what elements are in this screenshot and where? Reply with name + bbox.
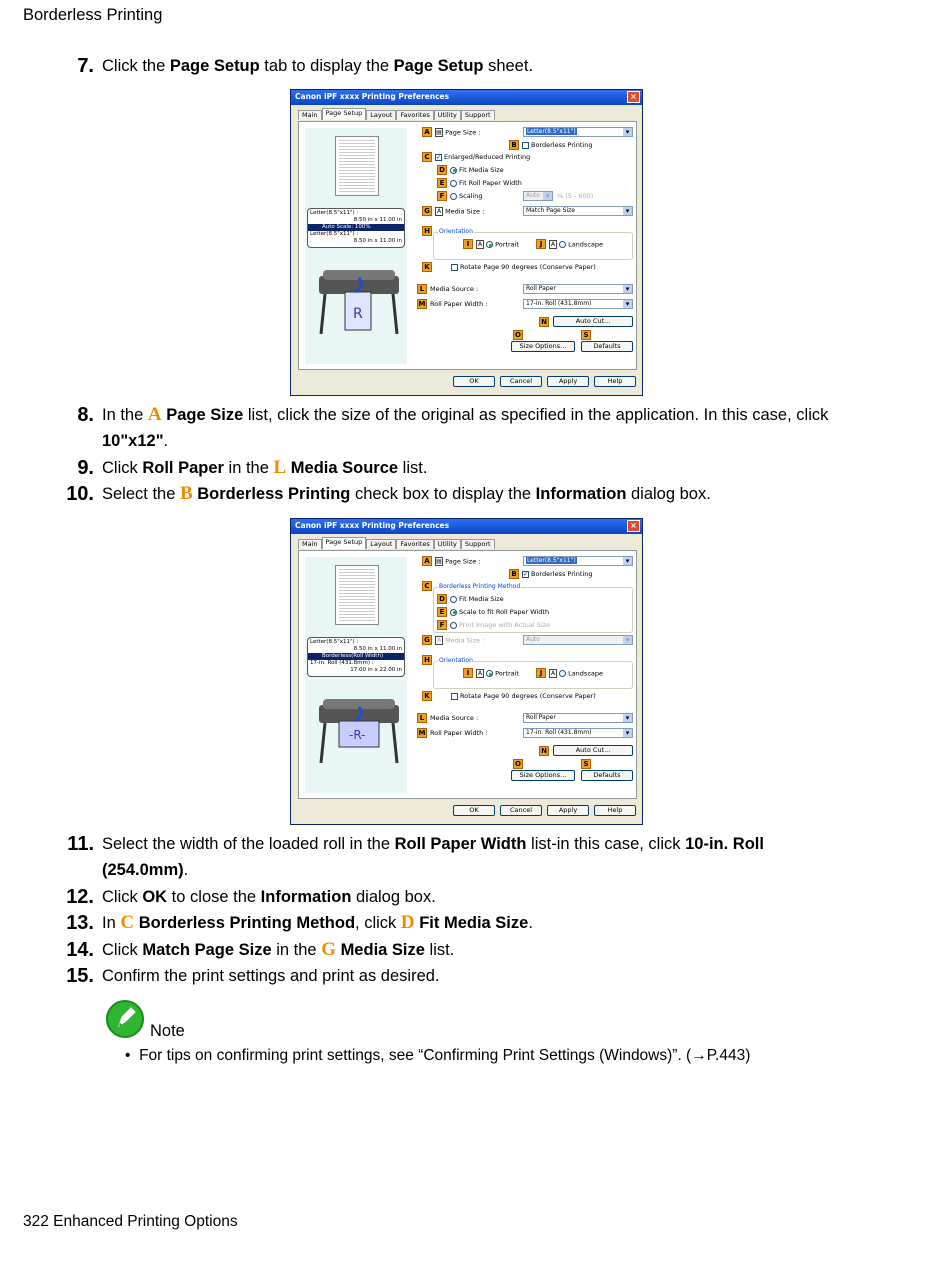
tab-utility[interactable]: Utility xyxy=(434,539,461,549)
ok-button[interactable]: OK xyxy=(453,376,495,387)
apply-button[interactable]: Apply xyxy=(547,376,589,387)
label-f: F xyxy=(437,620,447,630)
label-s: S xyxy=(581,759,591,769)
apply-button[interactable]: Apply xyxy=(547,805,589,816)
roll-width-label: Roll Paper Width : xyxy=(430,729,488,737)
close-icon[interactable]: × xyxy=(627,520,640,532)
label-h: H xyxy=(422,226,432,236)
step-text: Confirm the print settings and print as desired. xyxy=(102,967,440,985)
step-number: 7. xyxy=(77,55,94,77)
label-f: F xyxy=(437,191,447,201)
defaults-button[interactable]: Defaults xyxy=(581,341,633,352)
landscape-radio[interactable]: A Landscape xyxy=(550,669,603,678)
media-size-select[interactable]: Match Page Size ▾ xyxy=(523,206,633,216)
tab-main[interactable]: Main xyxy=(298,110,322,120)
label-a: A xyxy=(422,556,432,566)
auto-cut-button[interactable]: Auto Cut... xyxy=(553,745,633,756)
bullet: • xyxy=(125,1047,131,1064)
help-button[interactable]: Help xyxy=(594,805,636,816)
media-size-label: A Media Size : xyxy=(436,636,485,645)
cancel-button[interactable]: Cancel xyxy=(500,805,542,816)
page-thumbnail xyxy=(335,565,379,625)
step-text: Click OK to close the Information dialog box. xyxy=(102,888,436,906)
tab-main[interactable]: Main xyxy=(298,539,322,549)
portrait-radio[interactable]: A Portrait xyxy=(477,669,519,678)
media-size-icon: A xyxy=(436,208,442,215)
label-o: O xyxy=(513,330,523,340)
rotate-checkbox[interactable]: Rotate Page 90 degrees (Conserve Paper) xyxy=(451,692,596,700)
page-footer: 322 Enhanced Printing Options xyxy=(23,1213,238,1230)
roll-width-label: Roll Paper Width : xyxy=(430,300,488,308)
label-m: M xyxy=(418,300,426,308)
page-size-select[interactable]: Letter(8.5"x11") ▾ xyxy=(523,556,633,566)
tab-bar xyxy=(298,539,495,550)
media-size-label: A Media Size : xyxy=(436,207,485,216)
size-options-button[interactable]: Size Options... xyxy=(511,770,575,781)
step-number: 8. xyxy=(77,404,94,426)
size-options-button[interactable]: Size Options... xyxy=(511,341,575,352)
fit-roll-radio[interactable]: Fit Roll Paper Width xyxy=(450,179,522,187)
page-size-label: ▤ Page Size : xyxy=(436,128,481,137)
fit-media-radio[interactable]: Fit Media Size xyxy=(450,595,504,603)
page-size-select[interactable]: Letter(8.5"x11") ▾ xyxy=(523,127,633,137)
landscape-radio[interactable]: A Landscape xyxy=(550,240,603,249)
portrait-icon: A xyxy=(477,670,483,677)
landscape-icon: A xyxy=(550,670,556,677)
running-head: Borderless Printing xyxy=(23,6,163,24)
step-number: 15. xyxy=(66,965,94,987)
page-setup-sheet xyxy=(298,550,637,799)
rotate-checkbox[interactable]: Rotate Page 90 degrees (Conserve Paper) xyxy=(451,263,596,271)
borderless-checkbox[interactable]: Borderless Printing xyxy=(522,141,592,149)
step-number: 10. xyxy=(66,483,94,505)
label-j: J xyxy=(536,668,546,678)
tab-page-setup[interactable]: Page Setup xyxy=(322,108,367,120)
label-o: O xyxy=(513,759,523,769)
note-pencil-icon xyxy=(106,1000,144,1038)
size-info: Letter(8.5"x11") : 8.50 in x 11.00 in Borderless(Roll Width) 17-in. Roll (431.8mm) : 17.00 in x 22.00 in xyxy=(307,637,405,677)
roll-width-select[interactable]: 17-in. Roll (431.8mm) ▾ xyxy=(523,299,633,309)
media-size-select[interactable]: Auto ▾ xyxy=(523,635,633,645)
step-number: 12. xyxy=(66,886,94,908)
tab-support[interactable]: Support xyxy=(461,539,495,549)
label-g: G xyxy=(422,635,432,645)
scaling-radio[interactable]: Scaling xyxy=(450,192,483,200)
label-a: A xyxy=(422,127,432,137)
fit-media-radio[interactable]: Fit Media Size xyxy=(450,166,504,174)
step-number: 11. xyxy=(67,833,94,855)
label-e: E xyxy=(437,178,447,188)
tab-layout[interactable]: Layout xyxy=(366,110,396,120)
tab-support[interactable]: Support xyxy=(461,110,495,120)
tab-favorites[interactable]: Favorites xyxy=(396,539,433,549)
label-s: S xyxy=(581,330,591,340)
help-button[interactable]: Help xyxy=(594,376,636,387)
label-n: N xyxy=(539,746,549,756)
media-source-select[interactable]: Roll Paper ▾ xyxy=(523,713,633,723)
note-title: Note xyxy=(150,1022,185,1040)
step-text: Select the B Borderless Printing check box to display the Information dialog box. xyxy=(102,483,711,504)
label-i: I xyxy=(463,668,473,678)
note-text: For tips on confirming print settings, see “Confirming Print Settings (Windows)”. (→P.443) xyxy=(139,1047,751,1064)
media-source-label: Media Source : xyxy=(430,285,479,293)
dialog-title: Canon iPF xxxx Printing Preferences × xyxy=(291,90,642,105)
ok-button[interactable]: OK xyxy=(453,805,495,816)
preview-pane xyxy=(305,128,407,364)
label-c: C xyxy=(422,152,432,162)
tab-bar xyxy=(298,110,495,121)
note-item xyxy=(125,1047,750,1065)
borderless-method-title: Borderless Printing Method xyxy=(439,583,521,590)
dialog-title: Canon iPF xxxx Printing Preferences × xyxy=(291,519,642,534)
defaults-button[interactable]: Defaults xyxy=(581,770,633,781)
media-source-select[interactable]: Roll Paper ▾ xyxy=(523,284,633,294)
step-text: Click Roll Paper in the L Media Source list. xyxy=(102,457,428,478)
label-b: B xyxy=(509,569,519,579)
step-text: In the A Page Size list, click the size of the original as specified in the application. In this case, click 10"x12". xyxy=(102,404,829,450)
label-d: D xyxy=(437,594,447,604)
label-h: H xyxy=(422,655,432,665)
step-text: Click the Page Setup tab to display the Page Setup sheet. xyxy=(102,57,534,75)
step-number: 14. xyxy=(66,939,94,961)
printer-illustration xyxy=(315,256,403,338)
portrait-icon: A xyxy=(477,241,483,248)
orientation-title: Orientation xyxy=(439,228,473,235)
roll-width-select[interactable]: 17-in. Roll (431.8mm) ▾ xyxy=(523,728,633,738)
svg-text:-R-: -R- xyxy=(349,728,366,742)
page-size-icon: ▤ xyxy=(436,558,442,565)
close-icon[interactable]: × xyxy=(627,91,640,103)
label-n: N xyxy=(539,317,549,327)
label-e: E xyxy=(437,607,447,617)
size-info: Letter(8.5"x11") : 8.50 in x 11.00 in Auto Scale: 100% Letter(8.5"x11") : 8.50 in x 11.00 in xyxy=(307,208,405,248)
step-text: In C Borderless Printing Method, click D Fit Media Size. xyxy=(102,912,533,933)
auto-cut-button[interactable]: Auto Cut... xyxy=(553,316,633,327)
step-number: 9. xyxy=(77,457,94,479)
tab-favorites[interactable]: Favorites xyxy=(396,110,433,120)
media-size-icon: A xyxy=(436,637,442,644)
label-j: J xyxy=(536,239,546,249)
label-m: M xyxy=(418,729,426,737)
step-text: Select the width of the loaded roll in the Roll Paper Width list-in this case, click 10-in. Roll (254.0mm). xyxy=(102,835,764,879)
label-l: L xyxy=(417,284,427,294)
landscape-icon: A xyxy=(550,241,556,248)
page-size-label: ▤ Page Size : xyxy=(436,557,481,566)
label-c: C xyxy=(422,581,432,591)
preview-pane xyxy=(305,557,407,793)
cancel-button[interactable]: Cancel xyxy=(500,376,542,387)
svg-text:R: R xyxy=(353,306,363,322)
label-b: B xyxy=(509,140,519,150)
printing-preferences-dialog-1 xyxy=(290,89,643,396)
printing-preferences-dialog-2 xyxy=(290,518,643,825)
scale-roll-radio[interactable]: Scale to fit Roll Paper Width xyxy=(450,608,549,616)
scaling-input[interactable]: Auto ▾ xyxy=(523,191,553,201)
scaling-range: % (5 - 600) xyxy=(557,192,594,200)
print-actual-radio[interactable]: Print Image with Actual Size xyxy=(450,621,550,629)
tab-page-setup[interactable]: Page Setup xyxy=(322,537,367,549)
tab-utility[interactable]: Utility xyxy=(434,110,461,120)
enlarged-checkbox[interactable]: ✓ Enlarged/Reduced Printing xyxy=(436,153,531,161)
label-k: K xyxy=(422,691,432,701)
label-g: G xyxy=(422,206,432,216)
step-number: 13. xyxy=(66,912,94,934)
label-d: D xyxy=(437,165,447,175)
step-text: Click Match Page Size in the G Media Size list. xyxy=(102,939,455,960)
page-setup-sheet xyxy=(298,121,637,370)
label-i: I xyxy=(463,239,473,249)
borderless-checkbox[interactable]: ✓ Borderless Printing xyxy=(523,570,593,578)
printer-illustration xyxy=(315,685,403,767)
tab-layout[interactable]: Layout xyxy=(366,539,396,549)
page-size-icon: ▤ xyxy=(436,129,442,136)
label-k: K xyxy=(422,262,432,272)
portrait-radio[interactable]: A Portrait xyxy=(477,240,519,249)
media-source-label: Media Source : xyxy=(430,714,479,722)
page-thumbnail xyxy=(335,136,379,196)
label-l: L xyxy=(417,713,427,723)
orientation-title: Orientation xyxy=(439,657,473,664)
